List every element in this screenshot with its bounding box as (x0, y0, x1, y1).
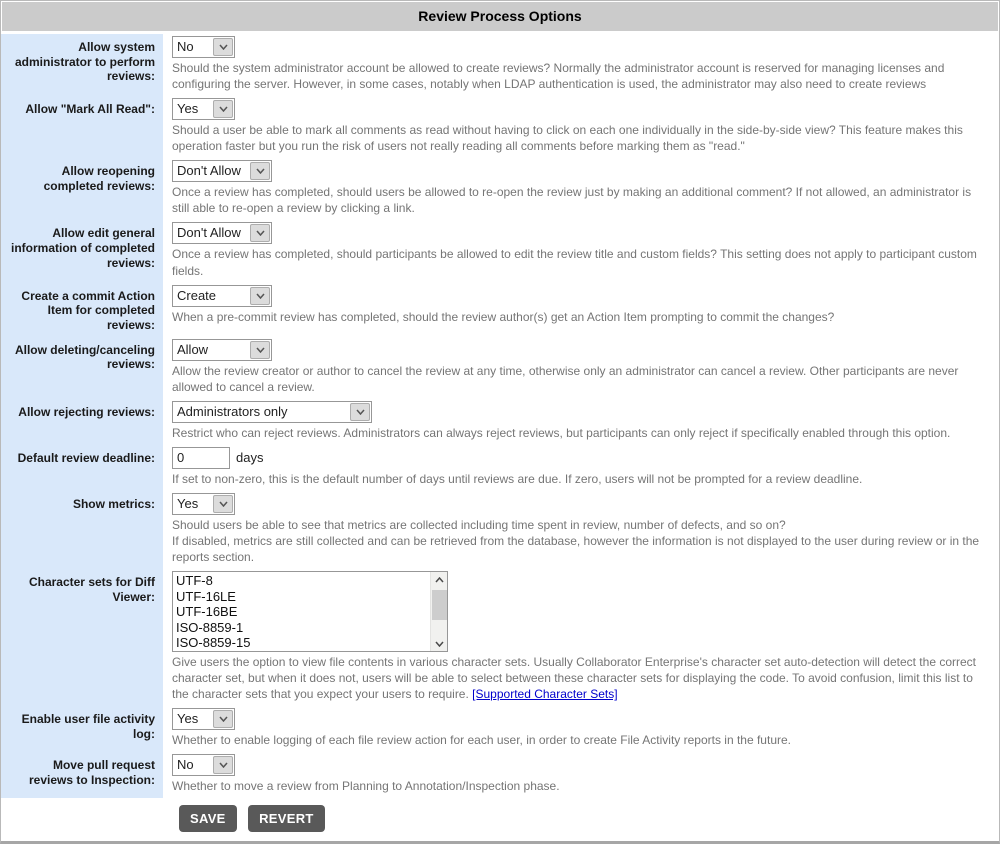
setting-description-allow-rejecting-reviews (172, 425, 989, 441)
chevron-down-icon (250, 287, 270, 305)
show-metrics-select[interactable] (172, 493, 235, 515)
setting-label-default-review-deadline: Default review deadline: (1, 445, 163, 491)
description-text: Whether to enable logging of each file review action for each user, in order to create File Activity reports in the future. (172, 733, 791, 748)
description-text: If disabled, metrics are still collected and can be retrieved from the database, however the information is not displayed to the user during review or in the reports section. (172, 533, 980, 564)
setting-label-create-commit-action-item: Create a commit Action Item for completed reviews: (1, 283, 163, 337)
move-pull-request-reviews-select[interactable] (172, 754, 235, 776)
setting-description-move-pull-request-reviews (172, 778, 989, 794)
charset-option[interactable]: ISO-8859-1 (176, 619, 244, 635)
setting-row-allow-system-admin-reviews (1, 34, 999, 96)
setting-label-allow-deleting-canceling-reviews: Allow deleting/canceling reviews: (1, 337, 163, 399)
allow-system-admin-reviews-select[interactable] (172, 36, 235, 58)
setting-content-allow-edit-general-info (163, 220, 999, 282)
create-commit-action-item-select[interactable] (172, 285, 272, 307)
select-value: Don't Allow (177, 163, 241, 179)
setting-description-default-review-deadline (172, 471, 989, 487)
setting-row-allow-deleting-canceling-reviews (1, 337, 999, 399)
description-line (172, 471, 989, 487)
setting-row-allow-reopening-completed-reviews (1, 158, 999, 220)
description-text: Whether to move a review from Planning to Annotation/Inspection phase. (172, 779, 560, 794)
chevron-down-icon (350, 403, 370, 421)
description-text: Give users the option to view file contents in various character sets. Usually Collaborator Enterprise's character set auto-detection will detect the correct character set, but when it does not, users will be able to select between these character sets for displaying the code. To avoid confusion, limit this list to the character sets that you expect your users to require. (172, 655, 976, 702)
scroll-up-button[interactable] (431, 572, 447, 587)
description-text: Restrict who can reject reviews. Administrators can always reject reviews, but participants can only reject if specifically enabled through this option. (172, 425, 951, 440)
select-value: Create (177, 287, 217, 303)
description-text: Allow the review creator or author to cancel the review at any time, otherwise only an administrator can cancel a review. Other participants are never allowed to cancel a review. (172, 363, 959, 394)
default-review-deadline-input[interactable] (172, 447, 230, 469)
description-text: Once a review has completed, should users be allowed to re-open the review just by making an additional comment? If not allowed, an administrator is still able to re-open a review by clicking a link. (172, 185, 972, 216)
description-line (172, 122, 989, 154)
allow-deleting-canceling-reviews-select[interactable] (172, 339, 272, 361)
setting-label-allow-edit-general-info: Allow edit general information of completed reviews: (1, 220, 163, 282)
description-line (172, 533, 989, 565)
setting-content-create-commit-action-item (163, 283, 999, 337)
setting-description-create-commit-action-item (172, 309, 989, 325)
setting-row-default-review-deadline (1, 445, 999, 491)
setting-label-allow-rejecting-reviews: Allow rejecting reviews: (1, 399, 163, 445)
charset-option[interactable]: UTF-16LE (176, 588, 236, 604)
setting-content-allow-mark-all-read (163, 96, 999, 158)
select-value: No (177, 757, 194, 773)
setting-row-charsets-diff-viewer (1, 569, 999, 706)
setting-content-charsets-diff-viewer (163, 569, 999, 706)
scrollbar-thumb[interactable] (432, 590, 447, 620)
listbox-scrollbar[interactable] (430, 572, 447, 651)
setting-content-allow-reopening-completed-reviews (163, 158, 999, 220)
description-text: Once a review has completed, should participants be allowed to edit the review title and custom fields? This setting does not apply to participant custom fields. (172, 247, 977, 278)
setting-label-enable-user-file-activity-log: Enable user file activity log: (1, 706, 163, 752)
days-unit-label: days (236, 450, 264, 466)
setting-content-show-metrics (163, 491, 999, 569)
select-value: Yes (177, 711, 199, 727)
allow-reopening-completed-reviews-select[interactable] (172, 160, 272, 182)
setting-description-allow-mark-all-read (172, 122, 989, 154)
setting-label-move-pull-request-reviews: Move pull request reviews to Inspection: (1, 752, 163, 798)
description-line (172, 654, 989, 702)
setting-content-enable-user-file-activity-log (163, 706, 999, 752)
setting-row-enable-user-file-activity-log (1, 706, 999, 752)
setting-label-show-metrics: Show metrics: (1, 491, 163, 569)
setting-row-allow-edit-general-info (1, 220, 999, 282)
description-line (172, 184, 989, 216)
setting-description-allow-reopening-completed-reviews (172, 184, 989, 216)
charsets-diff-viewer-listbox[interactable] (172, 571, 448, 652)
setting-row-create-commit-action-item (1, 283, 999, 337)
select-value: Allow (177, 341, 209, 357)
setting-label-allow-reopening-completed-reviews: Allow reopening completed reviews: (1, 158, 163, 220)
chevron-down-icon (213, 756, 233, 774)
description-line (172, 363, 989, 395)
description-line (172, 778, 989, 794)
description-line (172, 732, 989, 748)
setting-content-move-pull-request-reviews (163, 752, 999, 798)
chevron-down-icon (250, 162, 270, 180)
charset-option[interactable]: UTF-16BE (176, 604, 238, 620)
setting-label-charsets-diff-viewer: Character sets for Diff Viewer: (1, 569, 163, 706)
chevron-down-icon (250, 224, 270, 242)
setting-description-allow-deleting-canceling-reviews (172, 363, 989, 395)
select-value: Don't Allow (177, 225, 241, 241)
footer-actions (1, 798, 999, 841)
setting-content-allow-rejecting-reviews (163, 399, 999, 445)
setting-label-allow-mark-all-read: Allow "Mark All Read": (1, 96, 163, 158)
setting-description-allow-system-admin-reviews (172, 60, 989, 92)
charset-option[interactable]: ISO-8859-15 (176, 635, 251, 651)
settings-form (1, 34, 999, 798)
description-text: Should the system administrator account be allowed to create reviews? Normally the administrator account is reserved for managing licenses and configuring the server. However, in some cases, notably when LDAP authentication is used, the administrator may also need to create reviews (172, 61, 945, 92)
chevron-down-icon (213, 38, 233, 56)
setting-description-allow-edit-general-info (172, 246, 989, 278)
setting-content-allow-system-admin-reviews (163, 34, 999, 96)
setting-content-allow-deleting-canceling-reviews (163, 337, 999, 399)
description-text: If set to non-zero, this is the default number of days until reviews are due. If zero, users will not be prompted for a review deadline. (172, 471, 863, 486)
chevron-down-icon (250, 341, 270, 359)
revert-button[interactable]: REVERT (248, 805, 325, 832)
setting-row-move-pull-request-reviews (1, 752, 999, 798)
description-line (172, 425, 989, 441)
select-value: Administrators only (177, 403, 288, 419)
charset-list (173, 572, 430, 651)
setting-description-charsets-diff-viewer (172, 654, 989, 702)
select-value: Yes (177, 495, 199, 511)
description-line (172, 60, 989, 92)
supported-character-sets-link[interactable]: [Supported Character Sets] (472, 687, 618, 702)
setting-label-allow-system-admin-reviews: Allow system administrator to perform reviews: (1, 34, 163, 96)
chevron-down-icon (213, 100, 233, 118)
setting-row-allow-rejecting-reviews (1, 399, 999, 445)
setting-description-show-metrics (172, 517, 989, 565)
chevron-down-icon (213, 710, 233, 728)
description-text: Should a user be able to mark all comments as read without having to click on each one individually in the side-by-side view? This feature makes this operation faster but you run the risk of users not really reading all comments before marking them as "read." (172, 123, 963, 154)
select-value: No (177, 39, 194, 54)
description-line (172, 517, 989, 533)
setting-description-enable-user-file-activity-log (172, 732, 989, 748)
description-text: When a pre-commit review has completed, should the review author(s) get an Action Item prompting to commit the changes? (172, 309, 835, 324)
allow-edit-general-info-select[interactable] (172, 222, 272, 244)
scroll-down-button[interactable] (431, 636, 447, 651)
charset-option[interactable]: UTF-8 (176, 573, 213, 589)
setting-row-allow-mark-all-read (1, 96, 999, 158)
description-text: Should users be able to see that metrics are collected including time spent in review, number of defects, and so on? (172, 517, 786, 532)
setting-row-show-metrics (1, 491, 999, 569)
save-button[interactable]: SAVE (179, 805, 237, 832)
enable-user-file-activity-log-select[interactable] (172, 708, 235, 730)
chevron-down-icon (213, 495, 233, 513)
page-title: Review Process Options (2, 2, 998, 31)
setting-content-default-review-deadline (163, 445, 999, 491)
allow-rejecting-reviews-select[interactable] (172, 401, 372, 423)
allow-mark-all-read-select[interactable] (172, 98, 235, 120)
select-value: Yes (177, 101, 199, 117)
description-line (172, 309, 989, 325)
description-line (172, 246, 989, 278)
